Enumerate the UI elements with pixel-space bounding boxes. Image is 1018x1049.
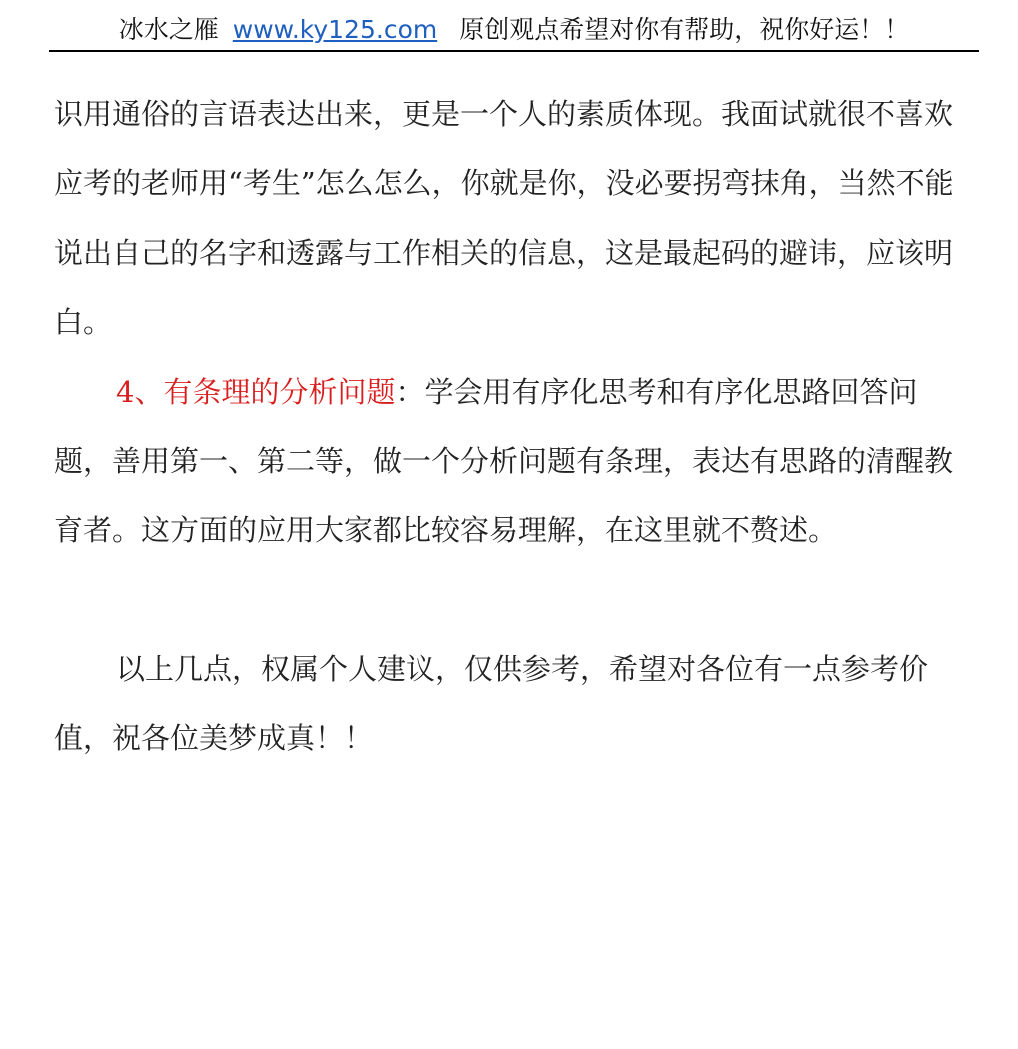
header-slogan: 原创观点希望对你有帮助，祝你好运！！ [459,15,910,44]
paragraph-3: 以上几点，权属个人建议，仅供参考，希望对各位有一点参考价值，祝各位美梦成真！！ [54,651,929,756]
paragraph-2 [54,358,974,566]
page-header [49,10,979,52]
paragraph-spacer [54,566,974,635]
section-heading-4: 4、有条理的分析问题 [116,374,396,409]
site-name: 冰水之雁 [118,15,219,44]
site-link[interactable]: www.ky125.com [232,15,438,44]
paragraph-1: 识用通俗的言语表达出来，更是一个人的素质体现。我面试就很不喜欢应考的老师用“考生”怎么怎么，你就是你，没必要拐弯抹角，当然不能说出自己的名字和透露与工作相关的信息，这是最起码的避讳，应该明白。 [54,97,954,340]
paragraph-2-text: ：学会用有序化思考和有序化思路回答问题，善用第一、第二等，做一个分析问题有条理，表达有思路的清醒教育者。这方面的应用大家都比较容易理解，在这里就不赘述。 [54,374,954,548]
document-body [54,80,974,774]
